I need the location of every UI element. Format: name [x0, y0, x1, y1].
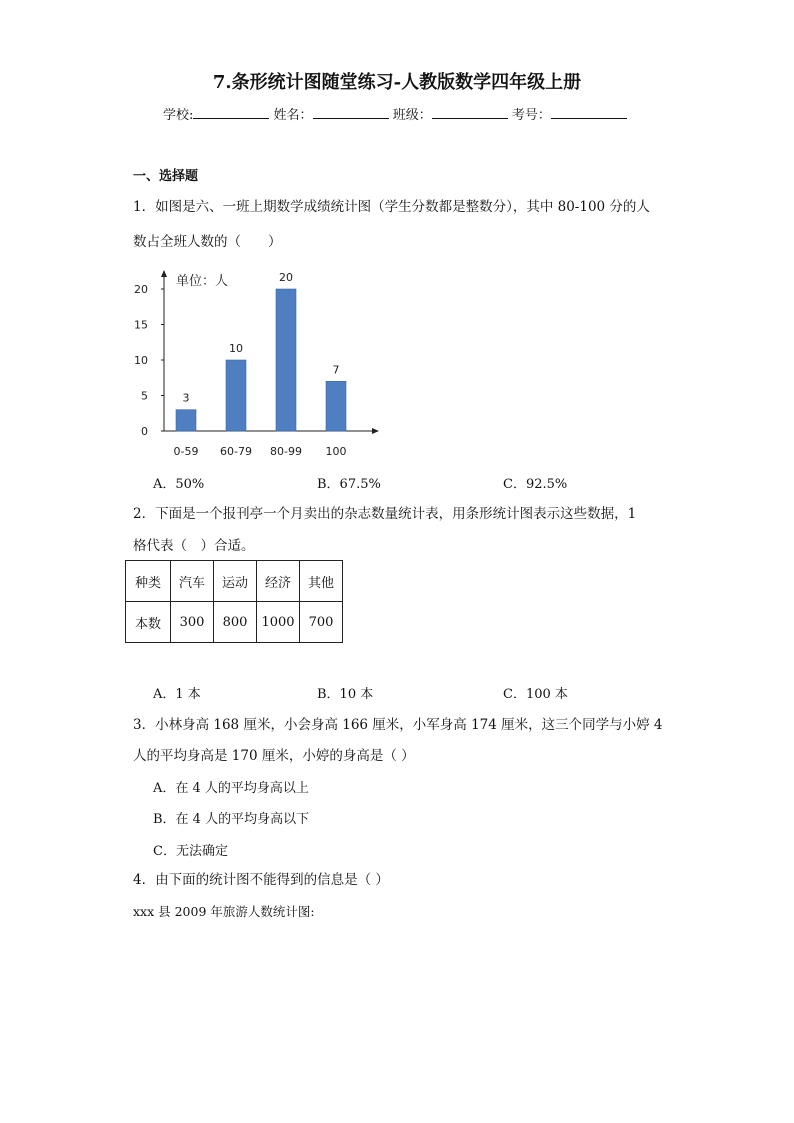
q3-option-c[interactable]: C．无法确定: [153, 844, 228, 859]
table-header-cell: 其他: [300, 561, 343, 602]
name-blank[interactable]: [313, 106, 389, 119]
x-tick-label: 0-59: [173, 445, 199, 458]
q1-option-c[interactable]: C．92.5%: [503, 477, 568, 492]
class-blank[interactable]: [432, 106, 508, 119]
q3-option-a[interactable]: A．在 4 人的平均身高以上: [153, 781, 309, 796]
bar-value-label: 3: [182, 391, 190, 405]
x-tick-label: 80-99: [270, 445, 302, 458]
table-cell: 800: [214, 602, 257, 643]
q3-text-line2: 人的平均身高是 170 厘米，小婷的身高是（ ）: [133, 748, 415, 764]
y-tick-label: 15: [134, 318, 148, 332]
y-tick-label: 5: [141, 389, 148, 403]
table-header-cell: 种类: [126, 561, 171, 602]
bar-0-59: [176, 410, 196, 431]
student-info-line: [163, 104, 627, 123]
bar-value-label: 10: [229, 342, 243, 355]
q1-option-a[interactable]: A．50%: [153, 477, 205, 492]
q2-text-line2: 格代表（ ）合适。: [133, 538, 255, 554]
bar-80-99: [276, 289, 296, 431]
q1-text-line1: 1．如图是六、一班上期数学成绩统计图（学生分数都是整数分），其中 80-100 分的人: [133, 199, 650, 215]
q3-option-b[interactable]: B．在 4 人的平均身高以下: [153, 812, 310, 827]
id-label: 考号：: [511, 108, 551, 123]
q2-text-line1: 2．下面是一个报刊亭一个月卖出的杂志数量统计表，用条形统计图表示这些数据，1: [133, 506, 637, 522]
y-tick-label: 0: [141, 425, 148, 438]
bar-value-label: 7: [332, 363, 340, 377]
magazine-sales-table: [125, 560, 343, 643]
q3-text-line1: 3．小林身高 168 厘米，小会身高 166 厘米，小军身高 174 厘米，这三个同学与小婷 4: [133, 717, 663, 733]
class-label: 班级：: [392, 108, 432, 123]
score-bar-chart: [120, 265, 390, 465]
q4-text-line1: 4．由下面的统计图不能得到的信息是（ ）: [133, 872, 389, 888]
q2-option-a[interactable]: A．1 本: [153, 687, 201, 702]
q1-option-b[interactable]: B．67.5%: [317, 477, 381, 492]
school-blank[interactable]: [193, 106, 269, 119]
bar-60-79: [226, 360, 246, 431]
table-cell: 本数: [126, 602, 171, 643]
table-header-cell: 运动: [214, 561, 257, 602]
table-cell: 1000: [257, 602, 300, 643]
table-row: [126, 602, 343, 643]
name-label: 姓名：: [273, 108, 313, 123]
section-title: 一、选择题: [133, 169, 199, 184]
q4-chart-caption: xxx 县 2009 年旅游人数统计图:: [133, 904, 315, 919]
q1-text-line2: 数占全班人数的（ ）: [133, 234, 282, 250]
q2-option-b[interactable]: B．10 本: [317, 687, 374, 702]
y-axis-arrow: [161, 270, 167, 277]
bar-value-label: 20: [279, 271, 293, 284]
table-cell: 300: [171, 602, 214, 643]
chart-unit-label: 单位：人: [176, 274, 229, 289]
table-header-row: [126, 561, 343, 602]
school-label: 学校:: [163, 108, 194, 123]
table-header-cell: 汽车: [171, 561, 214, 602]
table-cell: 700: [300, 602, 343, 643]
x-axis-arrow: [372, 428, 379, 434]
x-tick-label: 60-79: [220, 445, 252, 458]
bar-100: [326, 381, 346, 431]
table-header-cell: 经济: [257, 561, 300, 602]
x-tick-label: 100: [325, 445, 347, 458]
id-blank[interactable]: [551, 106, 627, 119]
q2-option-c[interactable]: C．100 本: [503, 687, 568, 702]
page-title: 7.条形统计图随堂练习-人教版数学四年级上册: [212, 72, 582, 93]
y-tick-label: 20: [134, 283, 148, 296]
y-tick-label: 10: [134, 354, 148, 367]
